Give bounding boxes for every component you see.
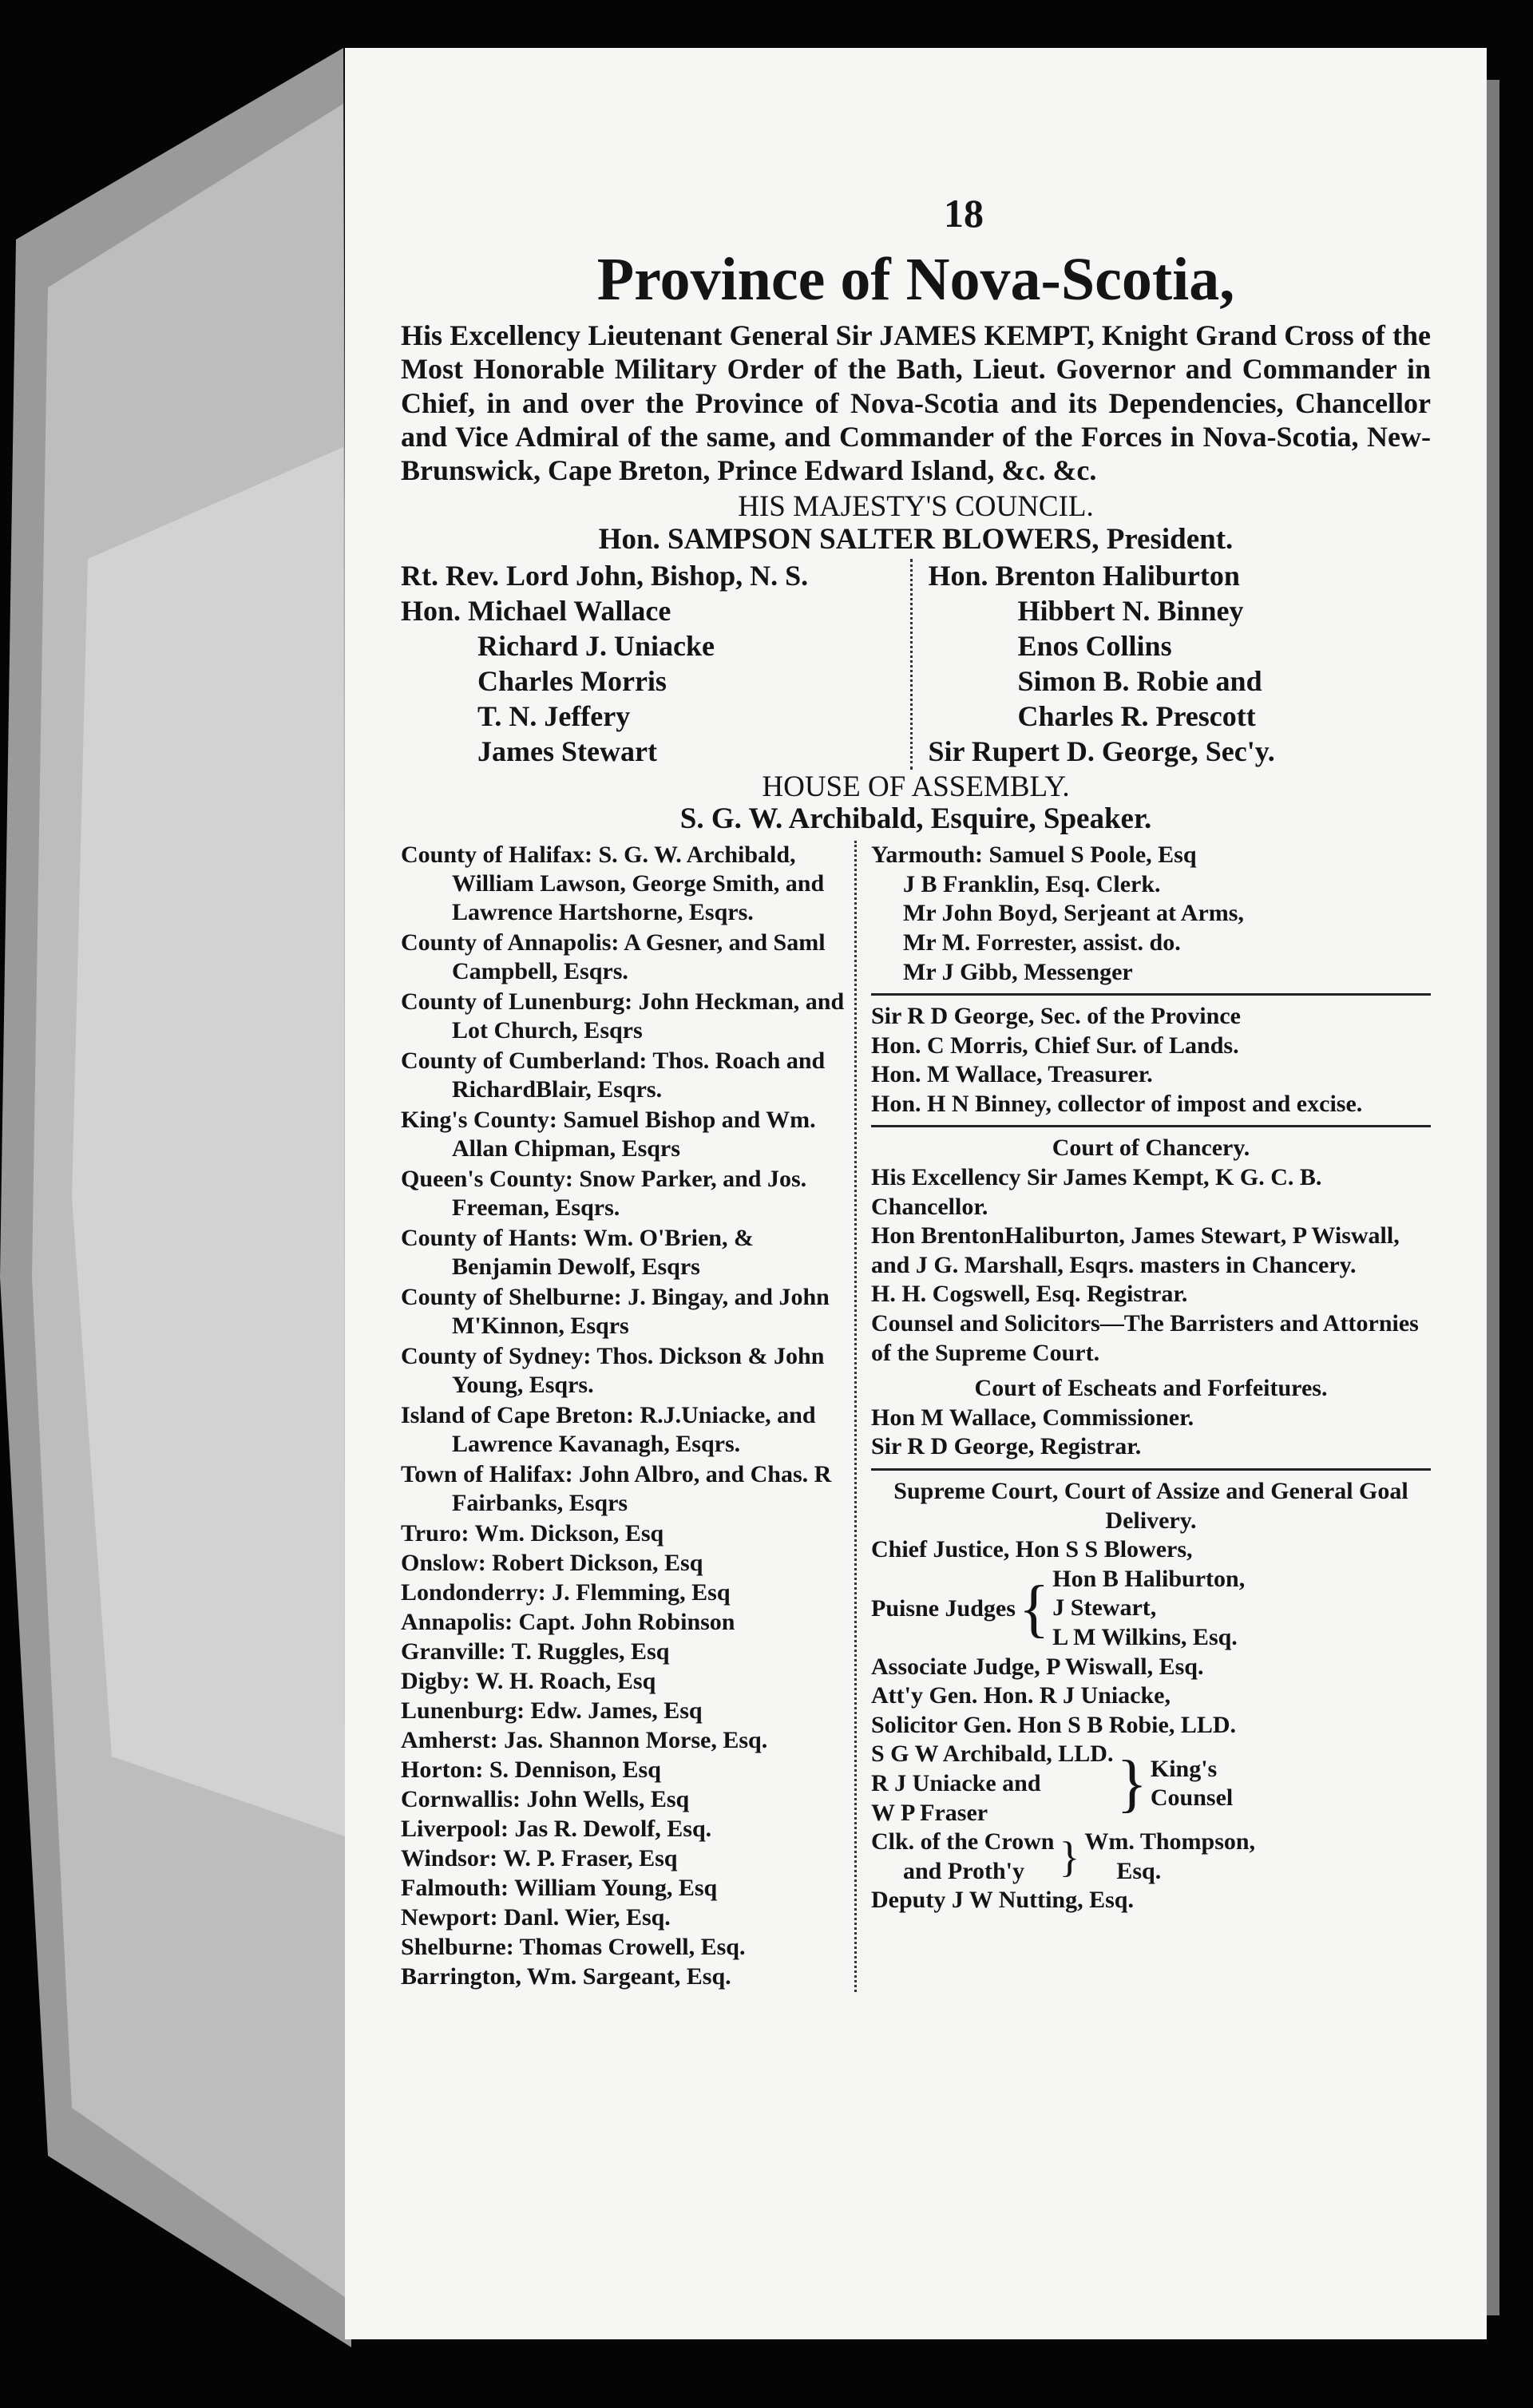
page-title: Province of Nova-Scotia, <box>596 246 1235 313</box>
township-entry: Windsor: W. P. Fraser, Esq <box>401 1845 678 1872</box>
court-line: Solicitor Gen. Hon S B Robie, LLD. <box>871 1711 1237 1738</box>
clerk-of-crown <box>871 1828 1431 1886</box>
province-officers <box>871 1002 1431 1119</box>
council-member: Hon. Brenton Haliburton <box>928 560 1240 592</box>
section-rule <box>871 1125 1431 1127</box>
court-of-chancery <box>871 1134 1431 1368</box>
column-divider <box>910 559 917 769</box>
township-entry: Newport: Danl. Wier, Esq. <box>401 1904 671 1931</box>
township-entry: Barrington, Wm. Sargeant, Esq. <box>401 1963 731 1990</box>
township-entry: Cornwallis: John Wells, Esq <box>401 1786 690 1813</box>
court-line: Sir R D George, Registrar. <box>871 1433 1142 1460</box>
assembly-columns <box>401 841 1431 1992</box>
council-right-column <box>917 559 1432 769</box>
court-line: Chief Justice, Hon S S Blowers, <box>871 1536 1193 1563</box>
council-member: T. N. Jeffery <box>477 699 631 732</box>
council-member: Charles Morris <box>477 665 667 698</box>
puisne-label: Puisne Judges <box>871 1595 1016 1622</box>
township-entry: Truro: Wm. Dickson, Esq <box>401 1520 664 1547</box>
judge-name: Hon B Haliburton, <box>1052 1565 1246 1592</box>
township-entry: Amherst: Jas. Shannon Morse, Esq. <box>401 1727 768 1754</box>
officer-line: Hon. M Wallace, Treasurer. <box>871 1061 1153 1088</box>
court-line: Att'y Gen. Hon. R J Uniacke, <box>871 1682 1171 1709</box>
council-member: Simon B. Robie and <box>1017 665 1262 698</box>
assembly-left-column <box>401 841 854 1992</box>
township-entry: Granville: T. Ruggles, Esq <box>401 1638 670 1665</box>
officer-line: Yarmouth: Samuel S Poole, Esq <box>871 842 1197 869</box>
column-divider <box>854 841 862 1992</box>
counsel-name: W P Fraser <box>871 1799 988 1826</box>
township-entry: Shelburne: Thomas Crowell, Esq. <box>401 1934 746 1961</box>
clerk-label: and Proth'y <box>903 1857 1024 1884</box>
township-entry: Liverpool: Jas R. Dewolf, Esq. <box>401 1816 712 1843</box>
council-president: Hon. SAMPSON SALTER BLOWERS, President. <box>598 522 1234 556</box>
county-entry: County of Shelburne: J. Bingay, and John M'Kinnon, Esqrs <box>401 1284 830 1340</box>
court-line: His Excellency Sir James Kempt, K G. C. B. Chancellor. <box>871 1164 1322 1220</box>
council-member: Charles R. Prescott <box>1017 699 1256 732</box>
county-entry: Island of Cape Breton: R.J.Uniacke, and Lawrence Kavanagh, Esqrs. <box>401 1402 816 1458</box>
county-entry: County of Lunenburg: John Heckman, and Lot Church, Esqrs <box>401 988 845 1044</box>
brace-glyph: { <box>1018 1573 1050 1644</box>
township-entry: Onslow: Robert Dickson, Esq <box>401 1550 703 1577</box>
township-entry: Horton: S. Dennison, Esq <box>401 1756 661 1784</box>
section-heading: Supreme Court, Court of Assize and General Goal Delivery. <box>893 1478 1408 1534</box>
township-entry: Lunenburg: Edw. James, Esq <box>401 1697 703 1725</box>
officer-line: Sir R D George, Sec. of the Province <box>871 1003 1241 1030</box>
counsel-name: S G W Archibald, LLD. <box>871 1741 1114 1768</box>
county-entry: County of Hants: Wm. O'Brien, & Benjamin Dewolf, Esqrs <box>401 1225 754 1281</box>
brace-glyph: } <box>1059 1832 1080 1881</box>
section-rule <box>871 993 1431 996</box>
clerk-label: Clk. of the Crown <box>871 1828 1055 1856</box>
clerk-name: Esq. <box>1116 1857 1162 1884</box>
counsel-label: Counsel <box>1150 1784 1234 1812</box>
council-members <box>401 559 1431 769</box>
assembly-speaker: S. G. W. Archibald, Esquire, Speaker. <box>679 802 1152 836</box>
county-entry: County of Annapolis: A Gesner, and Saml Campbell, Esqrs. <box>401 929 826 985</box>
officer-line: Mr M. Forrester, assist. do. <box>903 929 1181 956</box>
kings-counsel <box>871 1740 1431 1828</box>
county-entry: County of Halifax: S. G. W. Archibald, William Lawson, George Smith, and Lawrence Hartshorne, Esqrs. <box>401 842 825 926</box>
court-line: Hon M Wallace, Commissioner. <box>871 1404 1194 1431</box>
township-entry: Digby: W. H. Roach, Esq <box>401 1668 656 1695</box>
county-entry: Queen's County: Snow Parker, and Jos. Freeman, Esqrs. <box>401 1166 807 1222</box>
page-number: 18 <box>944 191 984 236</box>
supreme-court <box>871 1477 1431 1915</box>
officer-line: Hon. H N Binney, collector of impost and excise. <box>871 1090 1363 1117</box>
township-entry: Annapolis: Capt. John Robinson <box>401 1609 735 1636</box>
county-entry: Town of Halifax: John Albro, and Chas. R Fairbanks, Esqrs <box>401 1461 832 1517</box>
section-heading: Court of Chancery. <box>1052 1135 1250 1162</box>
court-line: Hon BrentonHaliburton, James Stewart, P Wiswall, and J G. Marshall, Esqrs. masters in Chancery. <box>871 1222 1400 1278</box>
council-member: Richard J. Uniacke <box>477 630 715 663</box>
court-line: H. H. Cogswell, Esq. Registrar. <box>871 1281 1188 1308</box>
counsel-name: R J Uniacke and <box>871 1769 1041 1796</box>
officer-line: J B Franklin, Esq. Clerk. <box>903 870 1161 897</box>
document-page <box>345 48 1487 2339</box>
township-entry: Falmouth: William Young, Esq <box>401 1875 718 1902</box>
section-rule <box>871 1468 1431 1471</box>
puisne-judges <box>871 1565 1431 1653</box>
court-line: Deputy J W Nutting, Esq. <box>871 1887 1134 1914</box>
governor-paragraph: His Excellency Lieutenant General Sir JAMES KEMPT, Knight Grand Cross of the Most Honorable Military Order of the Bath, Lieut. Governor and Commander in Chief, in and over the Province of Nova-Scotia and its Dependencies, Chancellor and Vice Admiral of the same, and Commander of the Forces in Nova-Scotia, New-Brunswick, Cape Breton, Prince Edward Island, &c. &c. <box>401 319 1431 487</box>
council-member: Hon. Michael Wallace <box>401 595 671 628</box>
clerk-name: Wm. Thompson, <box>1084 1828 1256 1856</box>
county-entry: King's County: Samuel Bishop and Wm. Allan Chipman, Esqrs <box>401 1107 816 1162</box>
judge-name: L M Wilkins, Esq. <box>1052 1623 1238 1650</box>
officer-line: Hon. C Morris, Chief Sur. of Lands. <box>871 1032 1239 1059</box>
council-member: Sir Rupert D. George, Sec'y. <box>928 735 1275 767</box>
council-member: Rt. Rev. Lord John, Bishop, N. S. <box>401 560 809 592</box>
council-left-column <box>401 559 910 769</box>
township-entry: Londonderry: J. Flemming, Esq <box>401 1579 731 1606</box>
assembly-right-column <box>862 841 1431 1992</box>
counsel-label: King's <box>1150 1755 1218 1782</box>
county-entry: County of Sydney: Thos. Dickson & John Young, Esqrs. <box>401 1343 825 1399</box>
officer-line: Mr John Boyd, Serjeant at Arms, <box>903 900 1244 927</box>
section-heading: Court of Escheats and Forfeitures. <box>974 1375 1328 1402</box>
court-line: Counsel and Solicitors—The Barristers and Attornies of the Supreme Court. <box>871 1310 1419 1366</box>
council-member: James Stewart <box>477 735 657 767</box>
county-entry: County of Cumberland: Thos. Roach and RichardBlair, Esqrs. <box>401 1048 826 1103</box>
brace-glyph: } <box>1116 1749 1147 1820</box>
court-of-escheats <box>871 1374 1431 1462</box>
council-heading: HIS MAJESTY'S COUNCIL. <box>738 489 1094 523</box>
assembly-officers <box>871 841 1431 987</box>
court-line: Associate Judge, P Wiswall, Esq. <box>871 1653 1204 1680</box>
council-member: Enos Collins <box>1017 630 1172 663</box>
assembly-heading: HOUSE OF ASSEMBLY. <box>762 770 1070 803</box>
council-member: Hibbert N. Binney <box>1017 595 1244 628</box>
officer-line: Mr J Gibb, Messenger <box>903 958 1133 985</box>
judge-name: J Stewart, <box>1052 1594 1157 1622</box>
